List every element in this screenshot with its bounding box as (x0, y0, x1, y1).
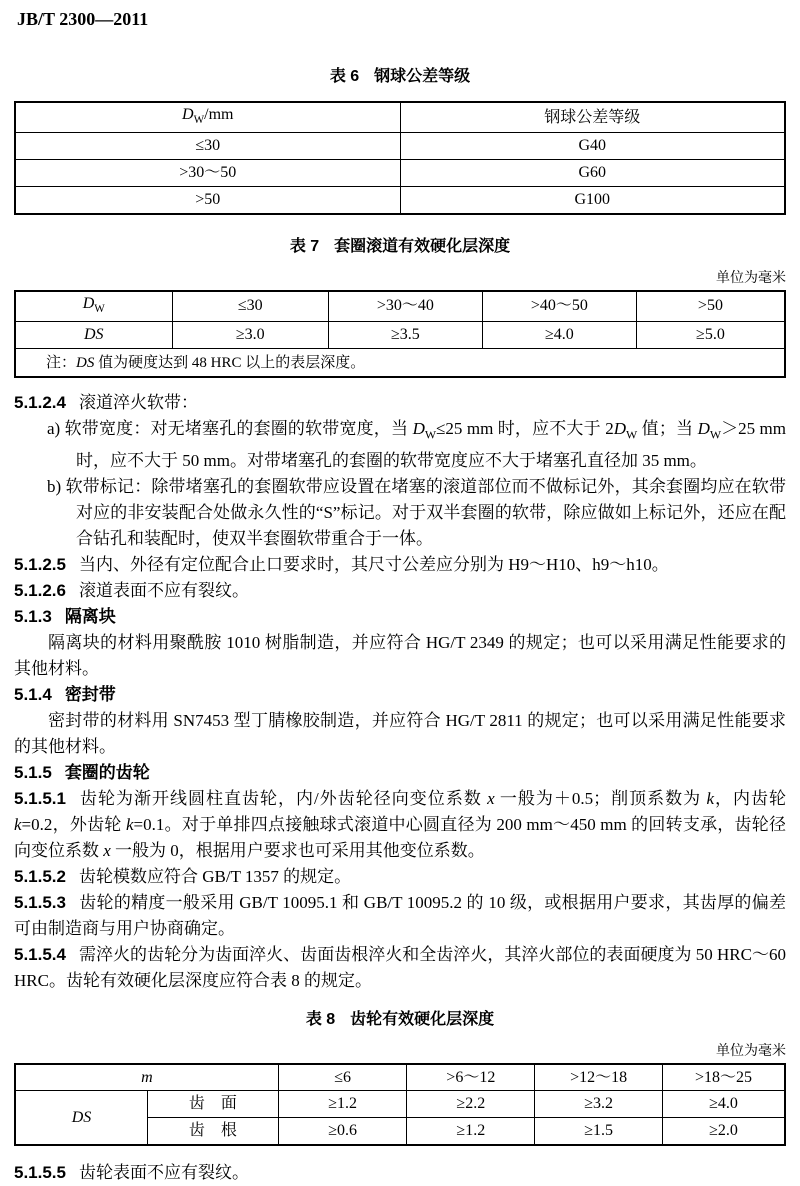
clause-5-1-5-2 (14, 864, 786, 890)
table-cell: $D_W$ (15, 291, 172, 322)
table6-header-dw: $D_W/mm$ (15, 102, 400, 133)
table-cell: ≥4.0 (663, 1091, 785, 1118)
clause-5-1-2-5 (14, 552, 786, 578)
table8-caption-label: 表 8 (305, 1010, 336, 1028)
table8-header-col1: ≤6 (278, 1064, 407, 1091)
table-row (15, 160, 785, 187)
table8-ds-label: DS (15, 1091, 147, 1145)
para-isolation-block: 隔离块的材料用聚酰胺 1010 树脂制造，并应符合 HG/T 2349 的规定；也可以采用满足性能要求的其他材料。 (14, 632, 786, 678)
table7-caption-title: 套圈滚道有效硬化层深度 (334, 237, 511, 255)
heading-5-1-5 (14, 760, 786, 786)
table-cell: DS (15, 321, 172, 348)
clause-number: 5.1.5.5 (14, 1162, 66, 1182)
table7-caption-label: 表 7 (289, 237, 320, 255)
table7-raceway-hardened-depth (14, 290, 786, 379)
table-cell: ≥4.0 (482, 321, 636, 348)
table8-header-col4: >18～25 (663, 1064, 785, 1091)
table-row (15, 1091, 785, 1118)
heading-text: 密封带 (64, 684, 116, 704)
clause-number: 5.1.2.5 (14, 554, 66, 574)
clause-text: 齿轮为渐开线圆柱直齿轮，内/外齿轮径向变位系数 x 一般为＋0.5；削顶系数为 k，内齿轮 k=0.2，外齿轮 k=0.1。对于单排四点接触球式滚道中心圆直径为 200 mm～450 mm 的回转支承，齿轮径向变位系数 x 一般为 0，根据用户要求也可采用其他变位系数。 (14, 788, 787, 860)
table-cell: ≥1.2 (278, 1091, 407, 1118)
table-cell: >30～50 (15, 160, 400, 187)
table-cell: G100 (400, 187, 785, 214)
table8-header-col3: >12～18 (535, 1064, 663, 1091)
clause-5-1-2-4 (14, 390, 786, 416)
table6-caption (14, 66, 786, 87)
table-cell: >30～40 (328, 291, 482, 322)
table-cell: ≤30 (172, 291, 328, 322)
clause-text: 齿轮模数应符合 GB/T 1357 的规定。 (79, 866, 352, 886)
table-row (15, 133, 785, 160)
clause-text: 齿轮表面不应有裂纹。 (79, 1162, 249, 1182)
clause-text: 需淬火的齿轮分为齿面淬火、齿面齿根淬火和全齿淬火，其淬火部位的表面硬度为 50 HRC～60 HRC。齿轮有效硬化层深度应符合表 8 的规定。 (14, 944, 786, 990)
table8-gear-hardened-depth (14, 1063, 786, 1146)
list-item-b: b) 软带标记：除带堵塞孔的套圈软带应设置在堵塞的滚道部位而不做标记外，其余套圈均应在软带对应的非安装配合处做永久性的“S”标记。对于双半套圈的软带，除应做如上标记外，还应在配合钻孔和装配时，使双半套圈软带重合于一体。 (47, 476, 786, 548)
table-row (15, 187, 785, 214)
table-cell: ≥3.5 (328, 321, 482, 348)
doc-number: JB/T 2300—2011 (17, 9, 149, 29)
table-cell: ≥2.2 (407, 1091, 535, 1118)
heading-5-1-3 (14, 604, 786, 630)
heading-number: 5.1.5 (14, 762, 52, 782)
table-cell: >40～50 (482, 291, 636, 322)
table-row (15, 321, 785, 348)
table-cell: ≥5.0 (636, 321, 785, 348)
clause-number: 5.1.5.1 (14, 788, 66, 808)
clause-number: 5.1.2.4 (14, 393, 66, 413)
clause-text: 齿轮的精度一般采用 GB/T 10095.1 和 GB/T 10095.2 的 10 级，或根据用户要求，其齿厚的偏差可由制造商与用户协商确定。 (14, 892, 786, 938)
table-cell: ≥3.2 (535, 1091, 663, 1118)
table-cell: ≥1.2 (407, 1118, 535, 1145)
clause-text: 滚道淬火软带： (79, 393, 198, 413)
clause-text: 当内、外径有定位配合止口要求时，其尺寸公差应分别为 H9～H10、h9～h10。 (79, 554, 669, 574)
table6-caption-label: 表 6 (329, 68, 360, 85)
table-header-row (15, 102, 785, 133)
heading-text: 隔离块 (64, 606, 116, 626)
clause-number: 5.1.5.4 (14, 944, 66, 964)
table8-header-m: m (15, 1064, 278, 1091)
table-header-row (15, 1064, 785, 1091)
table-cell: G40 (400, 133, 785, 160)
clause-5-1-5-3 (14, 890, 786, 942)
table-cell: ≥3.0 (172, 321, 328, 348)
table-cell: 齿 根 (147, 1118, 278, 1145)
table-cell: 齿 面 (147, 1091, 278, 1118)
clause-number: 5.1.5.3 (14, 892, 66, 912)
body-text (14, 390, 786, 993)
table-cell: ≥0.6 (278, 1118, 407, 1145)
table6-header-grade: 钢球公差等级 (400, 102, 785, 133)
table-cell: >50 (15, 187, 400, 214)
table8-caption (14, 1009, 786, 1030)
table7-caption (14, 236, 786, 257)
table8-unit-note: 单位为毫米 (716, 1043, 786, 1059)
table7-unit-note: 单位为毫米 (716, 270, 786, 286)
clause-5-1-5-4 (14, 942, 786, 994)
heading-number: 5.1.4 (14, 684, 52, 704)
table-cell: ≥1.5 (535, 1118, 663, 1145)
table-cell: ≤30 (15, 133, 400, 160)
table-cell: >50 (636, 291, 785, 322)
heading-5-1-4 (14, 682, 786, 708)
clause-number: 5.1.2.6 (14, 580, 66, 600)
table6-caption-title: 钢球公差等级 (374, 68, 471, 85)
table-row (15, 291, 785, 322)
clause-number: 5.1.5.2 (14, 866, 66, 886)
clause-5-1-2-6 (14, 578, 786, 604)
heading-number: 5.1.3 (14, 606, 52, 626)
table7-note: 注：DS 值为硬度达到 48 HRC 以上的表层深度。 (15, 348, 785, 377)
table-cell: G60 (400, 160, 785, 187)
table8-caption-title: 齿轮有效硬化层深度 (350, 1010, 495, 1028)
table-cell: ≥2.0 (663, 1118, 785, 1145)
table-note-row (15, 348, 785, 377)
heading-text: 套圈的齿轮 (64, 762, 150, 782)
table8-header-col2: >6～12 (407, 1064, 535, 1091)
clause-5-1-5-1 (14, 786, 786, 864)
para-sealing-strip: 密封带的材料用 SN7453 型丁腈橡胶制造，并应符合 HG/T 2811 的规定；也可以采用满足性能要求的其他材料。 (14, 710, 786, 756)
list-item-a: a) 软带宽度：对无堵塞孔的套圈的软带宽度，当 $D_W\le 25$ mm 时，应不大于 $2D_W$ 值；当 $D_W>25$ mm 时，应不大于 50 mm。对带堵塞孔的套圈的软带宽度应不大于堵塞孔直径加 35 mm。 (47, 419, 786, 470)
clause-5-1-5-5 (14, 1160, 786, 1186)
table6-steel-ball-tolerance (14, 101, 786, 215)
clause-text: 滚道表面不应有裂纹。 (79, 580, 249, 600)
